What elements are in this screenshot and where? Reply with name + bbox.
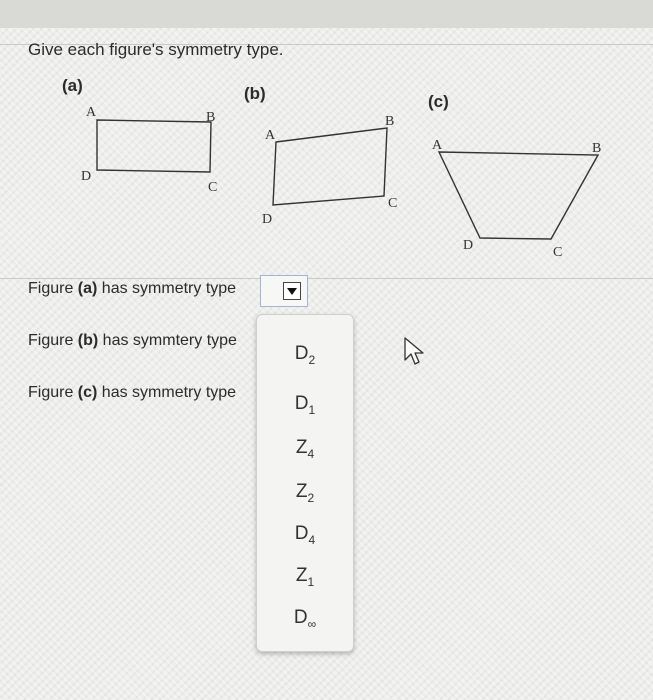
symmetry-type-a-select[interactable] [260, 275, 308, 307]
option-d4[interactable] [257, 523, 353, 563]
figure-a-rectangle [81, 105, 217, 195]
figure-a-vertex-d: D [81, 169, 92, 184]
figure-c-vertex-c: C [553, 245, 563, 260]
option-base: D [294, 343, 309, 364]
figure-a-vertex-b: B [206, 110, 216, 125]
symmetry-type-menu [256, 314, 354, 652]
figure-c-vertex-d: D [463, 238, 474, 253]
question-prompt: Give each figure's symmetry type. [28, 40, 284, 59]
mouse-pointer-icon [402, 336, 430, 370]
figure-c-vertex-b: B [592, 141, 602, 156]
option-sub: 2 [307, 490, 315, 505]
answer-c-suffix: has symmetry type [97, 384, 237, 401]
answer-b-figure: (b) [77, 332, 99, 349]
option-z1[interactable] [257, 565, 353, 605]
figure-b-label: (b) [244, 84, 266, 103]
answer-a-line [28, 280, 236, 298]
figure-c-vertex-a: A [432, 138, 443, 153]
figure-b-vertex-b: B [385, 114, 395, 129]
answer-a-figure: (a) [77, 280, 98, 297]
answer-c-prefix: Figure [28, 384, 78, 401]
answer-c-line [28, 384, 236, 402]
option-sub: 1 [307, 574, 315, 589]
answer-b-suffix: has symmtery type [98, 332, 237, 349]
option-base: D [294, 523, 309, 544]
answer-b-line [28, 332, 237, 350]
option-sub: 2 [308, 352, 316, 367]
figure-b-vertex-d: D [262, 212, 273, 227]
figures-diagram [0, 0, 653, 270]
option-d1[interactable] [257, 393, 353, 433]
option-d-infinity[interactable] [257, 607, 353, 647]
option-base: D [294, 393, 309, 414]
answer-b-prefix: Figure [28, 332, 78, 349]
option-base: Z [295, 565, 308, 586]
figure-b-parallelogram [262, 114, 397, 227]
option-sub: 1 [308, 402, 316, 417]
figure-a-vertex-c: C [208, 180, 218, 195]
answer-c-figure: (c) [77, 384, 98, 401]
figure-b-vertex-a: A [265, 128, 276, 143]
option-sub: 4 [307, 446, 315, 461]
answer-a-suffix: has symmetry type [97, 280, 237, 297]
figure-a-vertex-a: A [86, 105, 97, 120]
option-base: Z [295, 437, 308, 458]
figure-b-vertex-c: C [388, 196, 398, 211]
option-sub: ∞ [307, 616, 317, 631]
option-d2[interactable] [257, 343, 353, 383]
option-base: D [293, 607, 308, 628]
figure-c-label: (c) [428, 92, 449, 111]
option-z2[interactable] [257, 481, 353, 521]
option-sub: 4 [308, 532, 316, 547]
caret-down-icon[interactable] [283, 282, 301, 300]
figure-c-trapezoid [432, 138, 601, 260]
option-base: Z [295, 481, 308, 502]
option-z4[interactable] [257, 437, 353, 477]
figure-a-label: (a) [62, 76, 83, 95]
middle-divider [0, 278, 653, 279]
answer-a-prefix: Figure [28, 280, 78, 297]
